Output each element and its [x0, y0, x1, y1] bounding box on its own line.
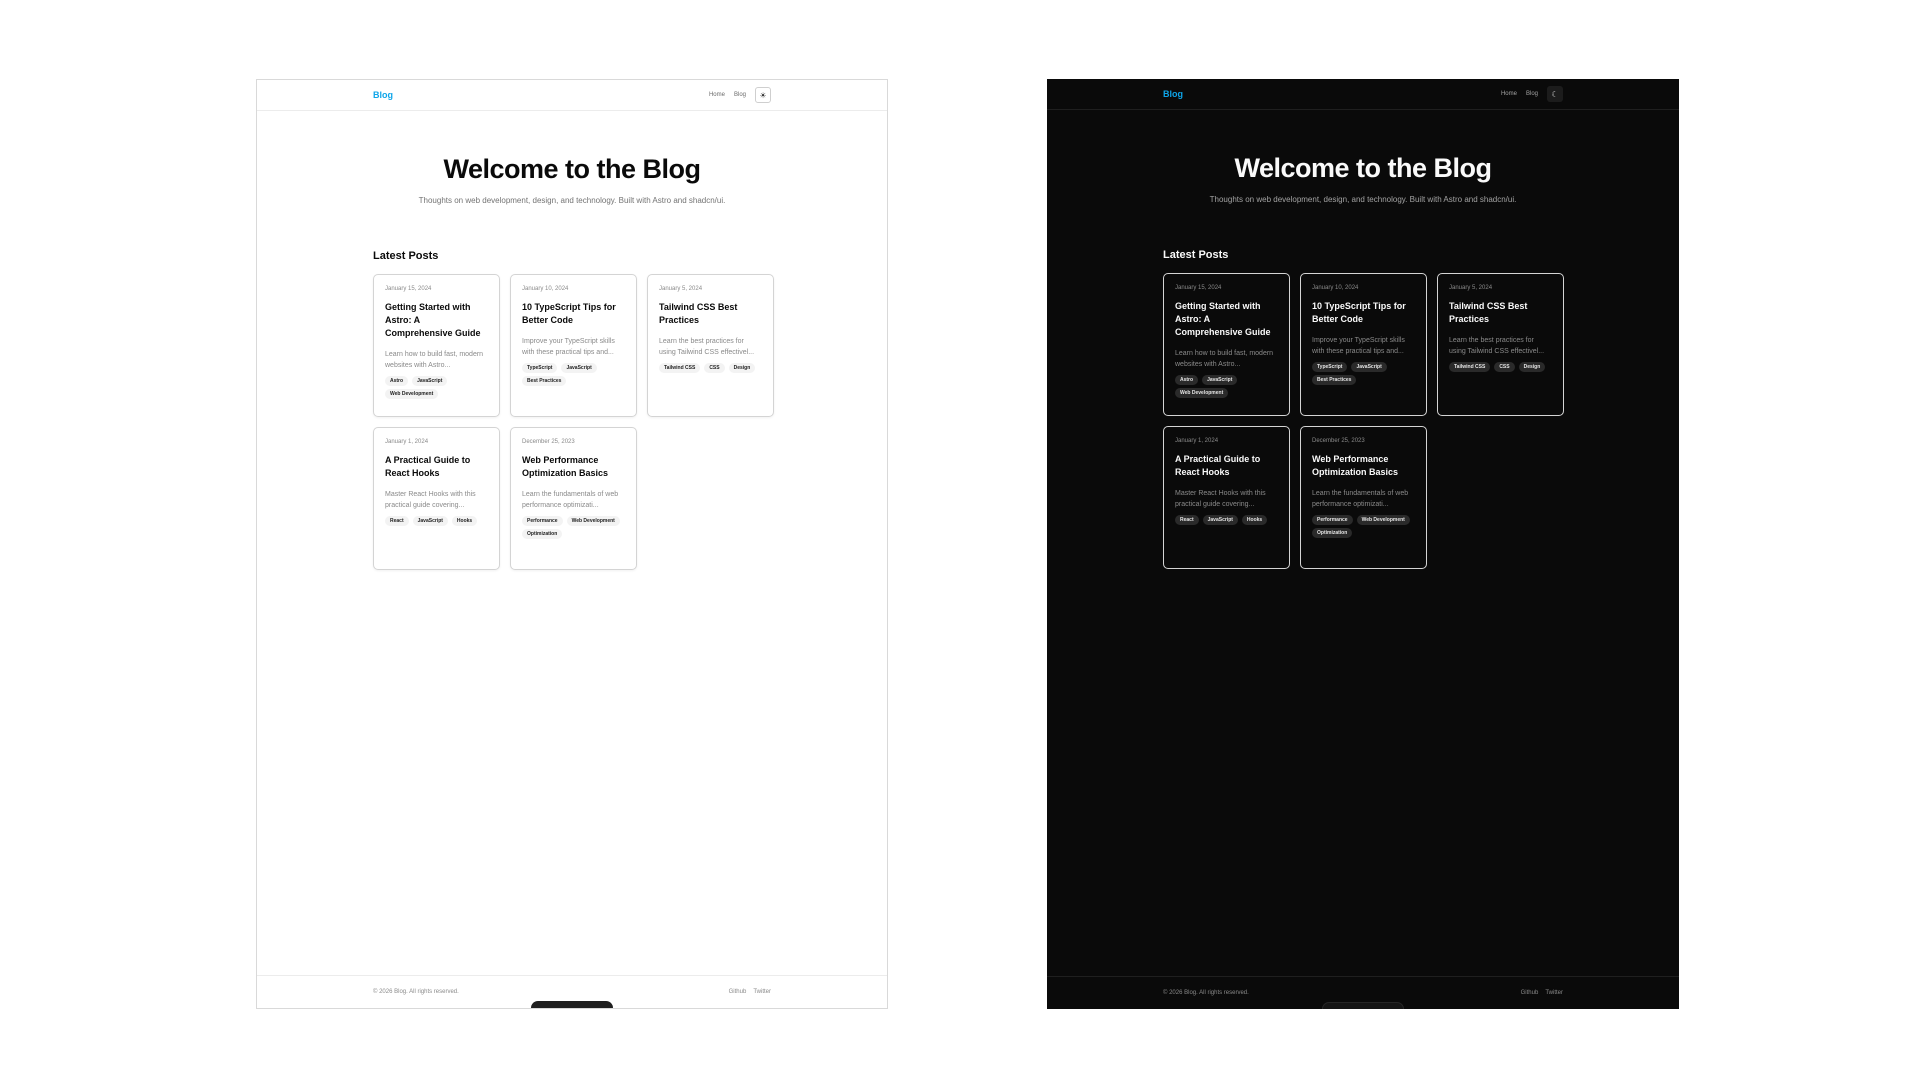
- tag-badge: Performance: [522, 516, 563, 526]
- dev-toolbar[interactable]: [1322, 1002, 1404, 1009]
- theme-toggle-button[interactable]: [755, 87, 771, 103]
- nav-links: [709, 87, 771, 103]
- post-title[interactable]: Web Performance Optimization Basics: [522, 455, 609, 478]
- tag-badge: Performance: [1312, 515, 1353, 525]
- tag-badge: Design: [729, 363, 756, 373]
- tag-badge: JavaScript: [561, 363, 596, 373]
- brand-logo[interactable]: Blog: [1163, 89, 1183, 99]
- post-date: January 5, 2024: [1449, 285, 1493, 291]
- tag-badge: Hooks: [452, 516, 477, 526]
- tag-badge: Web Development: [385, 389, 438, 399]
- footer: [1047, 976, 1679, 1009]
- post-excerpt: Learn how to build fast, modern websites with Astro...: [385, 351, 484, 369]
- hero: [257, 111, 887, 205]
- post-date: January 10, 2024: [1312, 285, 1359, 291]
- post-card[interactable]: [510, 427, 637, 570]
- hero: [1047, 110, 1679, 204]
- tag-badge: Design: [1519, 362, 1546, 372]
- post-tags: [659, 363, 762, 373]
- dev-toolbar[interactable]: [531, 1001, 613, 1009]
- tag-badge: JavaScript: [1351, 362, 1386, 372]
- post-tags: [522, 363, 625, 386]
- moon-icon: ☾: [1551, 89, 1559, 99]
- nav-link-home[interactable]: Home: [1500, 91, 1517, 97]
- post-tags: [1312, 362, 1415, 385]
- tag-badge: Optimization: [1312, 528, 1352, 538]
- tag-badge: Web Development: [567, 516, 620, 526]
- post-date: January 1, 2024: [385, 439, 429, 445]
- footer-link-twitter[interactable]: Twitter: [1545, 990, 1563, 996]
- post-title[interactable]: Tailwind CSS Best Practices: [659, 302, 738, 325]
- tag-badge: Best Practices: [522, 376, 566, 386]
- footer-links: [729, 989, 771, 995]
- post-tags: [385, 376, 488, 399]
- post-card[interactable]: [373, 274, 500, 417]
- dark-theme-preview: [1047, 79, 1679, 1009]
- page-title: Welcome to the Blog: [1234, 153, 1492, 183]
- post-tags: [385, 516, 488, 526]
- tag-badge: CSS: [704, 363, 724, 373]
- post-tags: [1312, 515, 1415, 538]
- post-excerpt: Learn the best practices for using Tailwind CSS effectivel...: [1449, 337, 1545, 355]
- post-date: January 15, 2024: [385, 286, 432, 292]
- tag-badge: Web Development: [1357, 515, 1410, 525]
- tag-badge: React: [385, 516, 409, 526]
- tag-badge: JavaScript: [412, 376, 447, 386]
- tag-badge: CSS: [1494, 362, 1514, 372]
- navbar: [257, 80, 887, 111]
- nav-links: [1501, 86, 1563, 102]
- post-card[interactable]: [373, 427, 500, 570]
- post-title[interactable]: A Practical Guide to React Hooks: [1175, 454, 1261, 477]
- post-title[interactable]: 10 TypeScript Tips for Better Code: [1312, 301, 1406, 324]
- post-excerpt: Learn the best practices for using Tailwind CSS effectivel...: [659, 338, 755, 356]
- post-excerpt: Improve your TypeScript skills with these practical tips and...: [1312, 337, 1405, 355]
- post-card[interactable]: [1163, 273, 1290, 416]
- latest-posts-section: [257, 205, 887, 975]
- post-date: January 1, 2024: [1175, 438, 1219, 444]
- copyright-text: © 2026 Blog. All rights reserved.: [1163, 990, 1249, 996]
- post-tags: [522, 516, 625, 539]
- post-card[interactable]: [1163, 426, 1290, 569]
- post-tags: [1175, 515, 1278, 525]
- page-subtitle: Thoughts on web development, design, and technology. Built with Astro and shadcn/ui.: [1209, 195, 1517, 204]
- sun-icon: ☀: [759, 90, 767, 100]
- nav-link-blog[interactable]: Blog: [1525, 91, 1538, 97]
- section-title: Latest Posts: [373, 250, 439, 262]
- post-excerpt: Learn the fundamentals of web performance optimizati...: [522, 491, 619, 509]
- footer: [257, 975, 887, 1008]
- brand-logo[interactable]: Blog: [373, 90, 393, 100]
- footer-link-twitter[interactable]: Twitter: [753, 989, 771, 995]
- footer-link-github[interactable]: Github: [1520, 990, 1539, 996]
- posts-grid: [373, 274, 771, 570]
- post-tags: [1175, 375, 1278, 398]
- tag-badge: Tailwind CSS: [1449, 362, 1490, 372]
- post-tags: [1449, 362, 1552, 372]
- footer-links: [1521, 990, 1563, 996]
- post-date: January 15, 2024: [1175, 285, 1222, 291]
- post-title[interactable]: Getting Started with Astro: A Comprehensive Guide: [1175, 301, 1271, 337]
- post-date: December 25, 2023: [522, 439, 575, 445]
- tag-badge: Hooks: [1242, 515, 1267, 525]
- post-date: December 25, 2023: [1312, 438, 1365, 444]
- tag-badge: Tailwind CSS: [659, 363, 700, 373]
- theme-toggle-button[interactable]: [1547, 86, 1563, 102]
- tag-badge: JavaScript: [413, 516, 448, 526]
- post-excerpt: Master React Hooks with this practical guide covering...: [1175, 490, 1266, 508]
- post-title[interactable]: Tailwind CSS Best Practices: [1449, 301, 1528, 324]
- tag-badge: TypeScript: [1312, 362, 1347, 372]
- light-theme-preview: [256, 79, 888, 1009]
- post-excerpt: Learn how to build fast, modern websites with Astro...: [1175, 350, 1274, 368]
- tag-badge: JavaScript: [1202, 375, 1237, 385]
- posts-grid: [1163, 273, 1563, 569]
- post-title[interactable]: Getting Started with Astro: A Comprehensive Guide: [385, 302, 481, 338]
- post-card[interactable]: [647, 274, 774, 417]
- post-card[interactable]: [1437, 273, 1564, 416]
- nav-link-home[interactable]: Home: [708, 92, 725, 98]
- tag-badge: React: [1175, 515, 1199, 525]
- post-excerpt: Master React Hooks with this practical guide covering...: [385, 491, 476, 509]
- post-card[interactable]: [1300, 273, 1427, 416]
- post-card[interactable]: [1300, 426, 1427, 569]
- nav-link-blog[interactable]: Blog: [733, 92, 746, 98]
- section-title: Latest Posts: [1163, 249, 1229, 261]
- tag-badge: Web Development: [1175, 388, 1228, 398]
- latest-posts-section: [1047, 204, 1679, 976]
- post-title[interactable]: 10 TypeScript Tips for Better Code: [522, 302, 616, 325]
- post-excerpt: Learn the fundamentals of web performance optimizati...: [1312, 490, 1409, 508]
- page-subtitle: Thoughts on web development, design, and technology. Built with Astro and shadcn/ui.: [418, 196, 726, 205]
- post-card[interactable]: [510, 274, 637, 417]
- tag-badge: JavaScript: [1203, 515, 1238, 525]
- post-date: January 10, 2024: [522, 286, 569, 292]
- copyright-text: © 2026 Blog. All rights reserved.: [373, 989, 459, 995]
- post-date: January 5, 2024: [659, 286, 703, 292]
- footer-link-github[interactable]: Github: [728, 989, 747, 995]
- navbar: [1047, 79, 1679, 110]
- post-title[interactable]: A Practical Guide to React Hooks: [385, 455, 471, 478]
- tag-badge: TypeScript: [522, 363, 557, 373]
- tag-badge: Best Practices: [1312, 375, 1356, 385]
- post-excerpt: Improve your TypeScript skills with these practical tips and...: [522, 338, 615, 356]
- page-title: Welcome to the Blog: [443, 154, 701, 184]
- tag-badge: Astro: [1175, 375, 1198, 385]
- tag-badge: Astro: [385, 376, 408, 386]
- tag-badge: Optimization: [522, 529, 562, 539]
- post-title[interactable]: Web Performance Optimization Basics: [1312, 454, 1399, 477]
